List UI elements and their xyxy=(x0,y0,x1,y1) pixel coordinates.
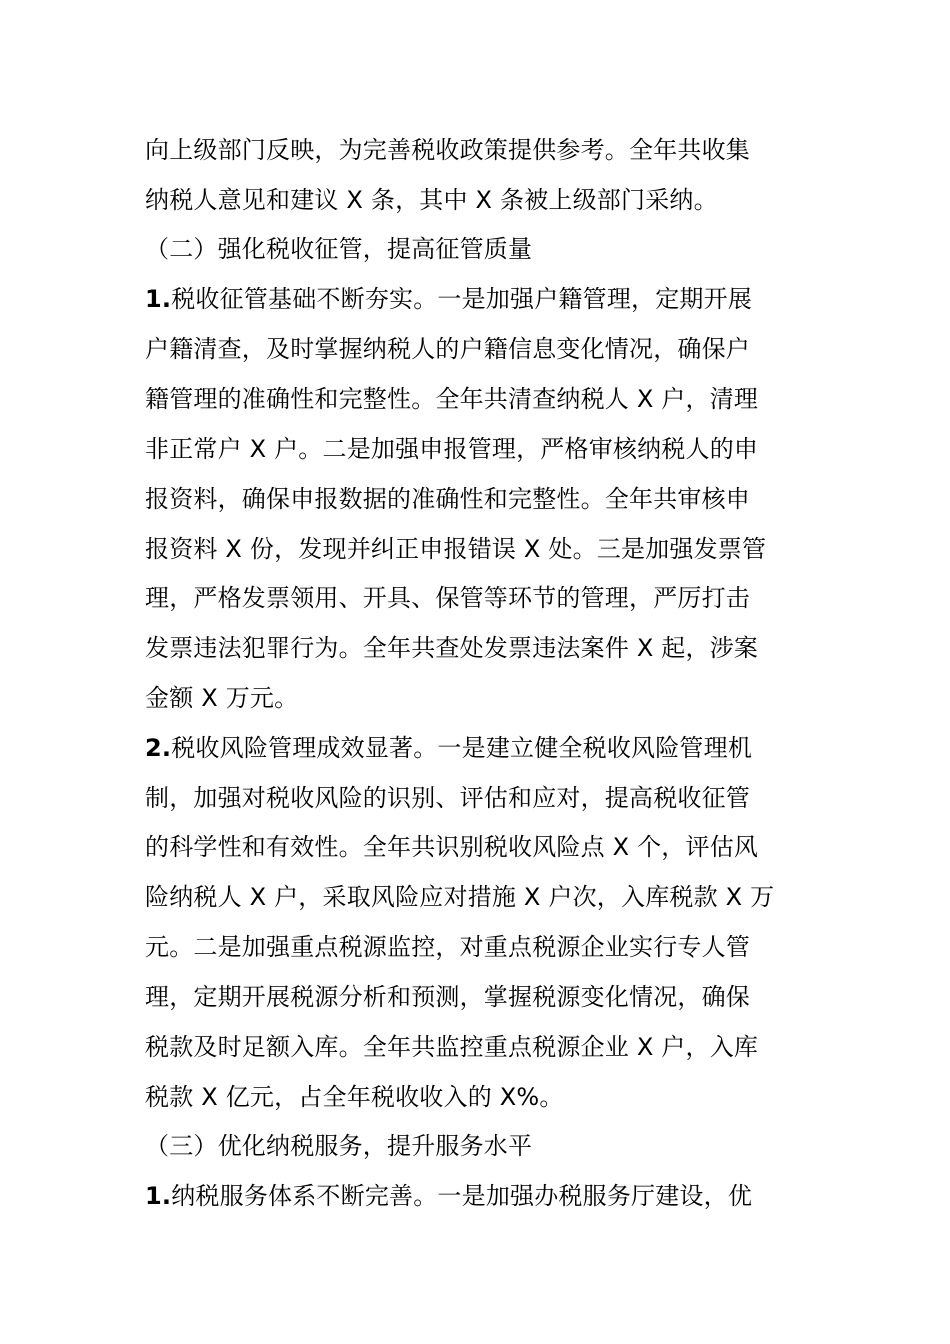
section-heading: （二）强化税收征管，提高征管质量 xyxy=(145,235,533,263)
item-text: 纳税服务体系不断完善。一是加强办税服务厅建设，优 xyxy=(171,1182,753,1210)
paragraph-line: 税款 X 亿元，占全年税收收入的 X%。 xyxy=(145,1083,564,1111)
paragraph-line: 报资料，确保申报数据的准确性和完整性。全年共审核申 xyxy=(145,485,750,513)
numbered-item-line xyxy=(145,284,825,314)
paragraph-line: 元。二是加强重点税源监控，对重点税源企业实行专人管 xyxy=(145,933,750,961)
paragraph-line: 户籍清查，及时掌握纳税人的户籍信息变化情况，确保户 xyxy=(145,335,750,363)
item-number: 1. xyxy=(145,285,172,313)
paragraph-line: 发票违法犯罪行为。全年共查处发票违法案件 X 起，涉案 xyxy=(145,634,759,662)
section-heading: （三）优化纳税服务，提升服务水平 xyxy=(145,1132,533,1160)
paragraph-line: 税款及时足额入库。全年共监控重点税源企业 X 户，入库 xyxy=(145,1033,759,1061)
paragraph-line: 报资料 X 份，发现并纠正申报错误 X 处。三是加强发票管 xyxy=(145,535,767,563)
paragraph-line: 理，定期开展税源分析和预测，掌握税源变化情况，确保 xyxy=(145,983,750,1011)
paragraph-line: 金额 X 万元。 xyxy=(145,684,299,712)
numbered-item-line xyxy=(145,733,825,763)
item-number: 1. xyxy=(145,1182,172,1210)
paragraph-line: 的科学性和有效性。全年共识别税收风险点 X 个，评估风 xyxy=(145,833,759,861)
paragraph-line: 向上级部门反映，为完善税收政策提供参考。全年共收集 xyxy=(145,136,750,164)
item-number: 2. xyxy=(145,734,172,762)
item-text: 税收风险管理成效显著。一是建立健全税收风险管理机 xyxy=(171,734,753,762)
paragraph-line: 制，加强对税收风险的识别、评估和应对，提高税收征管 xyxy=(145,784,750,812)
item-text: 税收征管基础不断夯实。一是加强户籍管理，定期开展 xyxy=(171,285,753,313)
numbered-item-line xyxy=(145,1181,825,1211)
paragraph-line: 纳税人意见和建议 X 条，其中 X 条被上级部门采纳。 xyxy=(145,186,718,214)
paragraph-line: 非正常户 X 户。二是加强申报管理，严格审核纳税人的申 xyxy=(145,435,759,463)
paragraph-line: 理，严格发票领用、开具、保管等环节的管理，严厉打击 xyxy=(145,584,750,612)
paragraph-line: 险纳税人 X 户，采取风险应对措施 X 户次，入库税款 X 万 xyxy=(145,883,775,911)
paragraph-line: 籍管理的准确性和完整性。全年共清查纳税人 X 户，清理 xyxy=(145,385,759,413)
